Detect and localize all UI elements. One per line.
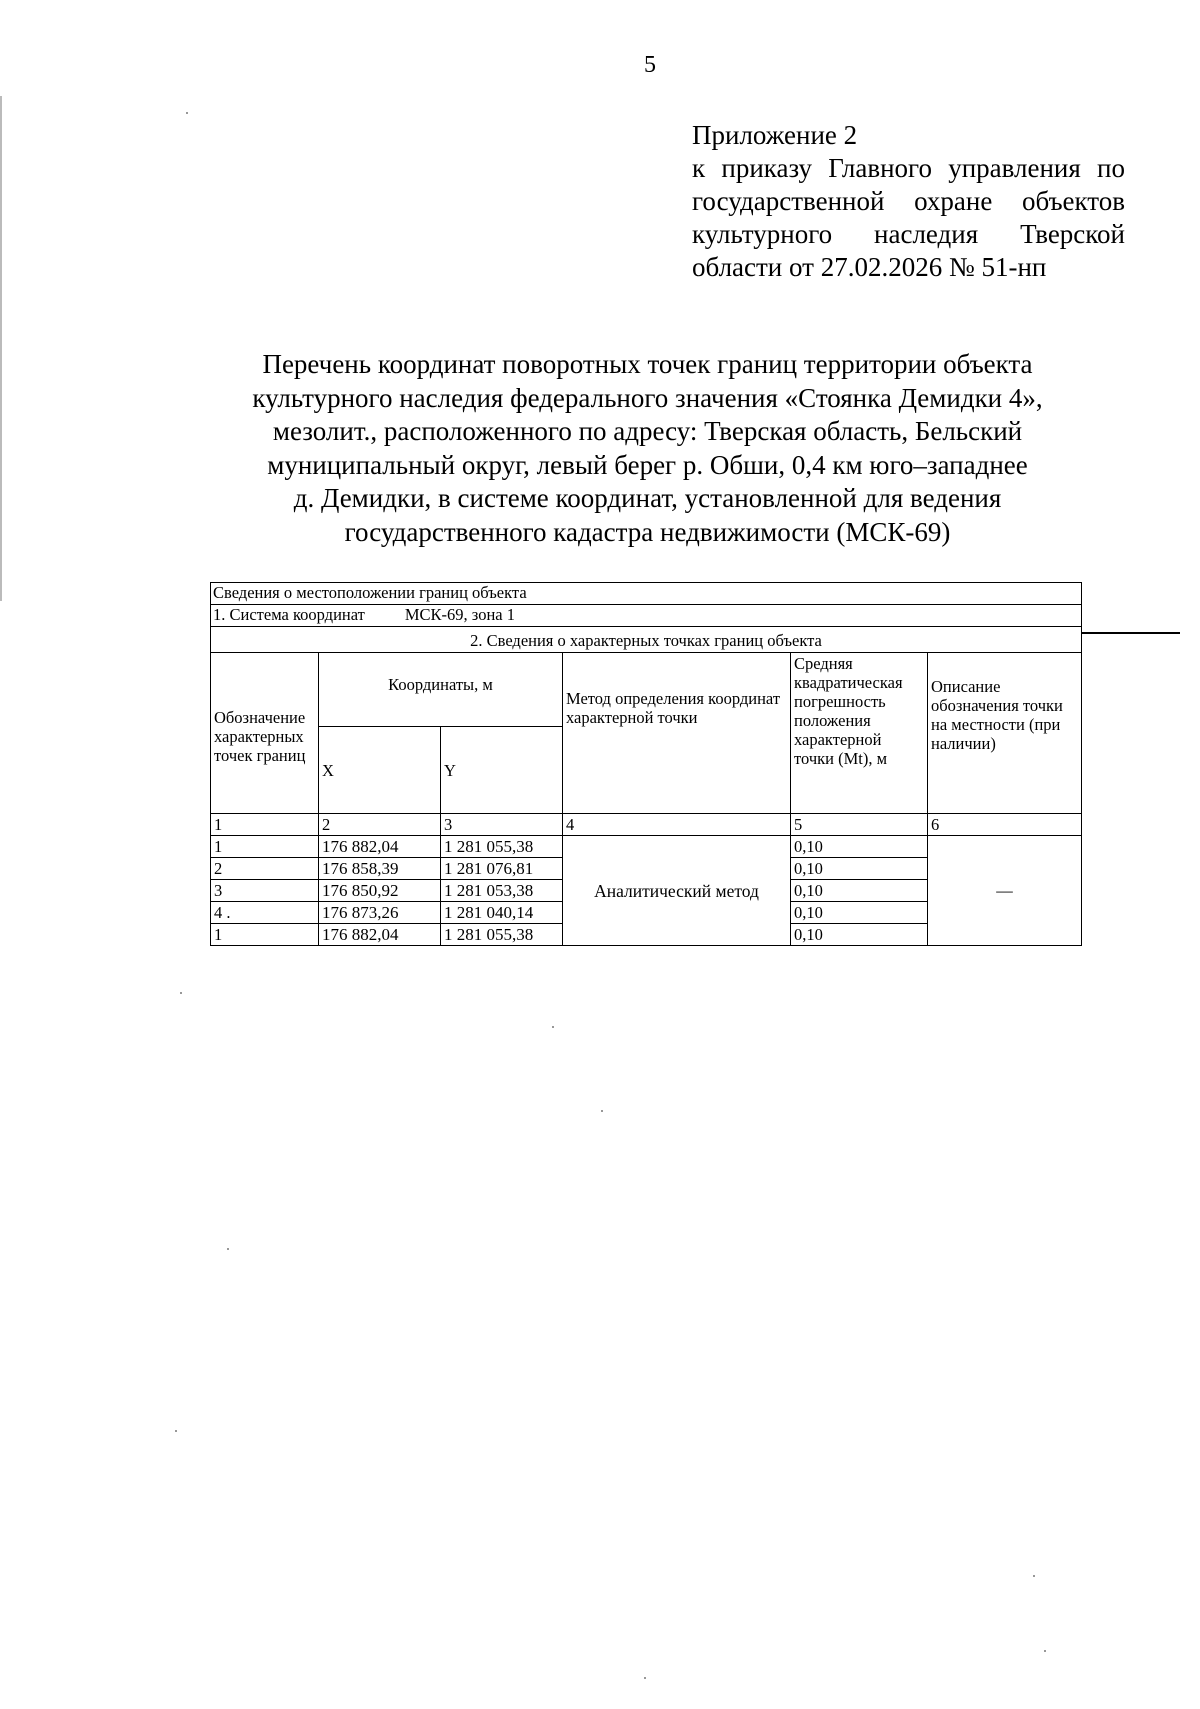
mt-value: 0,10 — [791, 880, 928, 902]
mt-value: 0,10 — [791, 858, 928, 880]
point-number: 4 . — [211, 902, 319, 924]
method-value: Аналитический метод — [563, 836, 791, 946]
title-line: мезолит., расположенного по адресу: Тверская область, Бельский — [272, 416, 1023, 446]
scan-edge — [0, 96, 2, 601]
column-number: 6 — [928, 814, 1082, 836]
page-number: 5 — [644, 52, 656, 78]
column-number: 5 — [791, 814, 928, 836]
title-line: Перечень координат поворотных точек границ территории объекта — [262, 349, 1033, 379]
scan-speck — [601, 1110, 603, 1112]
coordinate-system-value: МСК-69, зона 1 — [404, 605, 515, 624]
appendix-header — [692, 119, 1125, 284]
scan-speck — [1033, 1575, 1035, 1577]
mt-value: 0,10 — [791, 836, 928, 858]
column-number: 3 — [441, 814, 563, 836]
point-number: 1 — [211, 924, 319, 946]
document-title — [160, 348, 1135, 549]
scan-speck — [552, 1026, 554, 1028]
y-value: 1 281 076,81 — [441, 858, 563, 880]
x-value: 176 850,92 — [319, 880, 441, 902]
header-method: Метод определения координат характерной точки — [563, 653, 791, 814]
section-title: Сведения о местоположении границ объекта — [211, 583, 1082, 605]
point-number: 3 — [211, 880, 319, 902]
table-row — [211, 836, 1082, 858]
scan-speck — [186, 112, 188, 114]
column-number: 4 — [563, 814, 791, 836]
header-mt: Средняя квадратическая погрешность положения характерной точки (Mt), м — [791, 653, 928, 814]
header-description: Описание обозначения точки на местности (при наличии) — [928, 653, 1082, 814]
appendix-line: государственной охране объектов — [692, 186, 1125, 216]
appendix-line: области от 27.02.2026 № 51-нп — [692, 252, 1047, 282]
x-value: 176 858,39 — [319, 858, 441, 880]
mt-value: 0,10 — [791, 902, 928, 924]
scan-speck — [227, 1248, 229, 1250]
coordinate-system-label: 1. Система координат — [213, 605, 365, 624]
title-line: государственного кадастра недвижимости (МСК-69) — [344, 516, 951, 547]
y-value: 1 281 055,38 — [441, 836, 563, 858]
y-value: 1 281 053,38 — [441, 880, 563, 902]
coordinate-system-row — [211, 605, 1082, 627]
y-value: 1 281 055,38 — [441, 924, 563, 946]
scan-speck — [175, 1430, 177, 1432]
header-y: Y — [441, 727, 563, 814]
x-value: 176 882,04 — [319, 924, 441, 946]
coordinates-table — [210, 582, 1082, 946]
x-value: 176 882,04 — [319, 836, 441, 858]
description-value: — — [928, 836, 1082, 946]
column-number: 2 — [319, 814, 441, 836]
appendix-line: культурного наследия Тверской — [692, 219, 1125, 249]
points-title: 2. Сведения о характерных точках границ объекта — [211, 627, 1082, 653]
header-x: X — [319, 727, 441, 814]
y-value: 1 281 040,14 — [441, 902, 563, 924]
point-number: 2 — [211, 858, 319, 880]
title-line: культурного наследия федерального значения «Стоянка Демидки 4», — [252, 382, 1043, 413]
appendix-line: Приложение 2 — [692, 120, 858, 150]
stray-line — [1081, 632, 1180, 634]
column-number: 1 — [211, 814, 319, 836]
appendix-line: к приказу Главного управления по — [692, 153, 1125, 183]
header-coordinates: Координаты, м — [319, 653, 563, 727]
scan-speck — [644, 1677, 646, 1679]
scan-speck — [1044, 1650, 1046, 1652]
x-value: 176 873,26 — [319, 902, 441, 924]
title-line: д. Демидки, в системе координат, установленной для ведения — [293, 483, 1002, 513]
mt-value: 0,10 — [791, 924, 928, 946]
scan-speck — [180, 992, 182, 994]
point-number: 1 — [211, 836, 319, 858]
header-designation: Обозначение характерных точек границ — [211, 653, 319, 814]
title-line: муниципальный округ, левый берег р. Обши, 0,4 км юго–западнее — [267, 449, 1028, 480]
